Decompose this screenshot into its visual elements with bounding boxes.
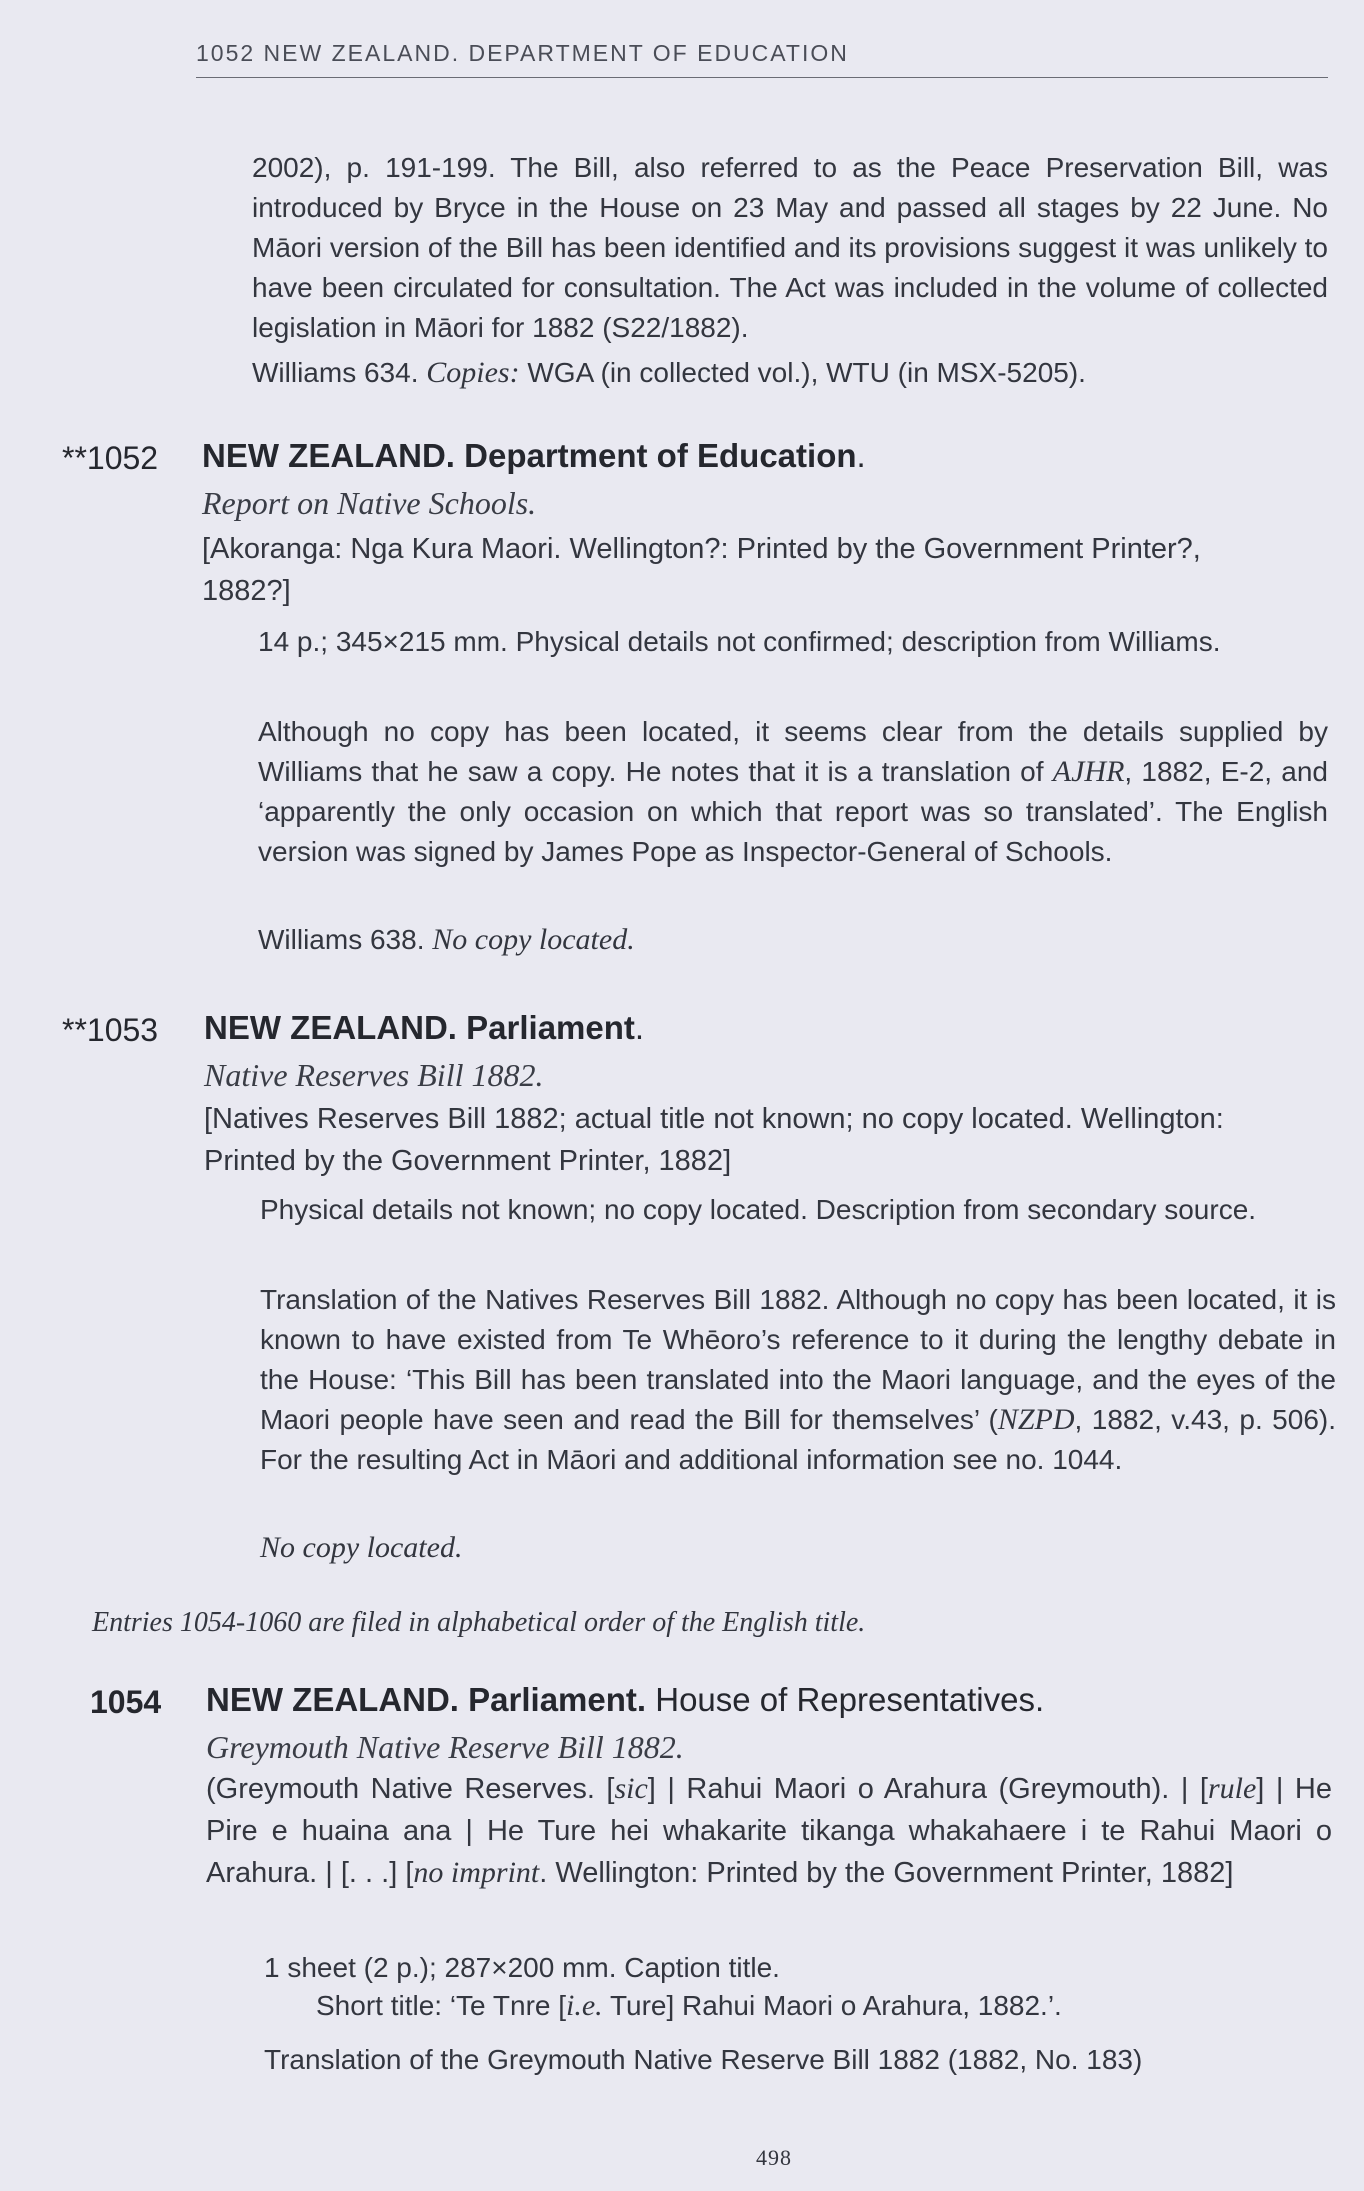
copies-label: Copies: [426,356,520,389]
entry-physical: 14 p.; 345×215 mm. Physical details not confirmed; description from Williams. [258,626,1221,657]
entry-title: Native Reserves Bill 1882. [204,1057,544,1093]
short-title-text: Short title: ‘Te Tnre [ [316,1990,567,2021]
entry-heading [202,437,866,475]
imprint-text: . Wellington: Printed by the Government Printer, 1882] [539,1857,1234,1889]
entry-number: 1054 [90,1684,162,1720]
entry-note [258,712,1328,872]
entry-imprint: [Akoranga: Nga Kura Maori. Wellington?: Printed by the Government Printer?, 1882?] [202,533,1201,607]
entry-note [260,1280,1336,1480]
imprint-text: ] | He Pire e huaina ana | He Ture hei whakarite tikanga whakahaere i te Rahui Maori o Arahura. | [. . .] [ [206,1773,1333,1889]
short-title-ie: i.e. [566,1989,603,2022]
entry-number: **1052 [62,440,159,476]
continuation-paragraph: 2002), p. 191-199. The Bill, also referred to as the Peace Preservation Bill, was introduced by Bryce in the House on 23 May and passed all stages by 22 June. No Māori version of the Bill has been identified and its provisions suggest it was unlikely to have been circulated for consultation. The Act was included in the volume of collected legislation in Māori for 1882 (S22/1882). [252,152,1328,343]
entry-imprint [206,1768,1332,1894]
entry-imprint: [Natives Reserves Bill 1882; actual title not known; no copy located. Wellington: Printed by the Government Printer, 1882] [204,1103,1224,1177]
entry-physical: Physical details not known; no copy located. Description from secondary source. [260,1194,1257,1225]
continuation-reference [252,353,1328,393]
imprint-sic: sic [614,1772,648,1805]
reference-text: Williams 638. [258,924,425,955]
note-text: Although no copy has been located, it seems clear from the details supplied by Williams that he saw a copy. He notes that it is a translation of [258,716,1328,787]
entry-number: **1053 [62,1012,159,1048]
entry-heading-rest: House of Representatives. [646,1681,1045,1718]
filing-note: Entries 1054-1060 are filed in alphabetical order of the English title. [92,1607,866,1638]
entry-translation: Translation of the Greymouth Native Reserve Bill 1882 (1882, No. 183) [264,2044,1143,2075]
entry-heading-rest: . [634,1009,645,1046]
entry-heading-bold: NEW ZEALAND. Parliament. [206,1681,647,1718]
entry-heading-rest: . [856,437,866,474]
note-italic: AJHR [1052,755,1125,788]
entry-heading-bold: NEW ZEALAND. Department of Education [202,437,857,474]
entry-physical: 1 sheet (2 p.); 287×200 mm. Caption title. [264,1952,780,1983]
entry-short-title [316,1986,1316,2026]
entry-heading-bold: NEW ZEALAND. Parliament [204,1009,635,1046]
imprint-text: (Greymouth Native Reserves. [ [206,1773,615,1805]
note-text-end: , 1882, E-2, and ‘apparently the only occasion on which that report was so translated’. The English version was signed by James Pope as Inspector-General of Schools. [258,756,1329,867]
note-text: Translation of the Natives Reserves Bill 1882. Although no copy has been located, it is known to have existed from Te Whēoro’s reference to it during the lengthy debate in the House: ‘This Bill has been translated into the Maori language, and the eyes of the Maori people have seen and read the Bill for themselves’ ( [260,1284,1336,1435]
entry-heading [206,1681,1044,1719]
location-note: No copy located. [260,1531,463,1564]
location-note: No copy located. [432,923,635,956]
entry-heading [204,1009,644,1047]
short-title-text: Ture] Rahui Maori o Arahura, 1882.’. [602,1990,1062,2021]
note-italic: NZPD [997,1403,1075,1436]
entry-reference [258,920,1328,960]
entry-title: Greymouth Native Reserve Bill 1882. [206,1729,684,1765]
entry-title: Report on Native Schools. [202,485,537,521]
imprint-no-imprint: no imprint [413,1856,540,1889]
note-text-end: , 1882, v.43, p. 506). For the resulting Act in Māori and additional information see no. 1044. [260,1404,1336,1475]
imprint-rule: rule [1207,1772,1257,1805]
copies-list: WGA (in collected vol.), WTU (in MSX-5205). [527,357,1086,388]
imprint-text: ] | Rahui Maori o Arahura (Greymouth). | [ [647,1773,1208,1805]
reference-text: Williams 634. [252,357,419,388]
running-head: 1052 NEW ZEALAND. DEPARTMENT OF EDUCATION [196,40,1328,78]
page-number: 498 [756,2145,792,2170]
